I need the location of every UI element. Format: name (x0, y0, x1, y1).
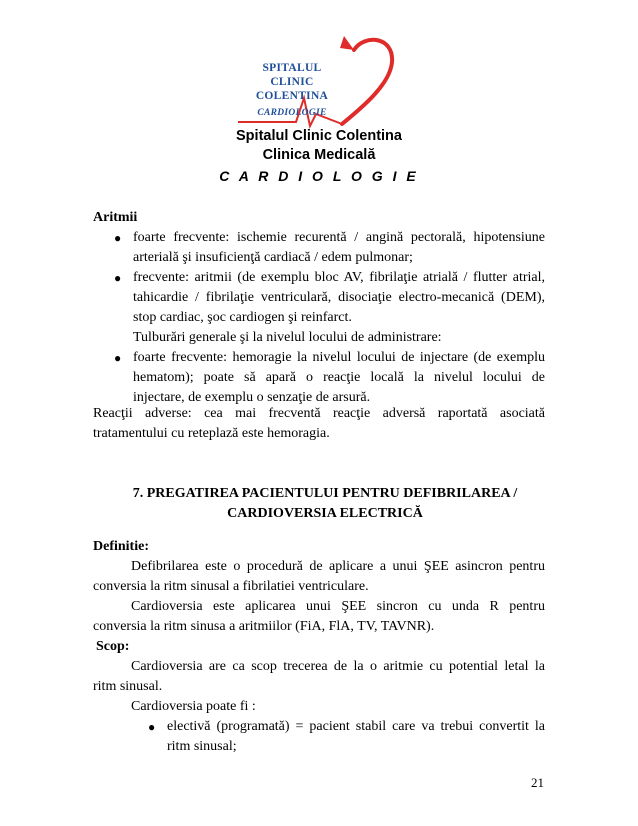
logo-text-clinic: CLINIC (270, 76, 314, 88)
logo-text-spitalul: SPITALUL (262, 62, 322, 74)
header-department: C A R D I O L O G I E (219, 168, 419, 184)
definitie-paragraph-1: Defibrilarea este o procedură de aplicare a unui ŞEE asincron pentru conversia la ritm sinusal a fibrilatiei ventriculare. (93, 559, 545, 594)
definitie-paragraph-2: Cardioversia este aplicarea unui ŞEE sincron cu unda R pentru conversia la ritm sinusa a aritmiilor (FiA, FlA, TV, TAVNR). (93, 599, 545, 634)
aritmii-bullet-1: foarte frecvente: ischemie recurentă / angină pectorală, hipotensiune arterială şi insuficienţă cardiacă / edem pulmonar; (133, 230, 545, 265)
header-hospital-name: Spitalul Clinic Colentina (236, 128, 402, 144)
bullet-icon: ● (114, 231, 122, 245)
aritmii-heading: Aritmii (93, 210, 138, 225)
scop-bullet-1: electivă (programată) = pacient stabil care va trebui convertit la ritm sinusal; (167, 719, 545, 754)
logo-text-cardiologie: CARDIOLOGIE (257, 108, 327, 118)
scop-paragraph-2: Cardioversia poate fi : (131, 699, 256, 714)
scop-heading: Scop: (96, 639, 130, 654)
bullet-icon: ● (148, 720, 156, 734)
reactii-adverse-paragraph: Reacţii adverse: cea mai frecventă reacţie adversă raportată asociată tratamentului cu reteplază este hemoragia. (93, 406, 545, 441)
header-clinic-name: Clinica Medicală (262, 147, 376, 163)
hospital-logo (236, 28, 404, 130)
page-number: 21 (531, 775, 544, 790)
scop-paragraph-1: Cardioversia are ca scop trecerea de la o aritmie cu potential letal la ritm sinusal. (93, 659, 545, 694)
aritmii-bullet-3: foarte frecvente: hemoragie la nivelul locului de injectare (de exemplu hematom); poate să apară o reacţie locală la nivelul locului de injectare, de exemplu o senzaţie de arsură. (133, 350, 545, 405)
aritmii-subtitle: Tulburări generale şi la nivelul locului de administrare: (133, 330, 442, 345)
logo-text-colentina: COLENTINA (255, 90, 329, 102)
bullet-icon: ● (114, 271, 122, 285)
bullet-icon: ● (114, 351, 122, 365)
section-7-title: 7. PREGATIREA PACIENTULUI PENTRU DEFIBRILAREA / CARDIOVERSIA ELECTRICĂ (132, 486, 518, 521)
definitie-heading: Definitie: (93, 539, 149, 554)
aritmii-bullet-2: frecvente: aritmii (de exemplu bloc AV, fibrilaţie atrială / flutter atrial, tahicardie / fibrilaţie ventriculară, disociaţie electro-mecanică (DEM), stop cardiac, şoc cardiogen şi reinfarct. Tulburări generale şi la nivelul locului de administrare: (133, 268, 545, 348)
